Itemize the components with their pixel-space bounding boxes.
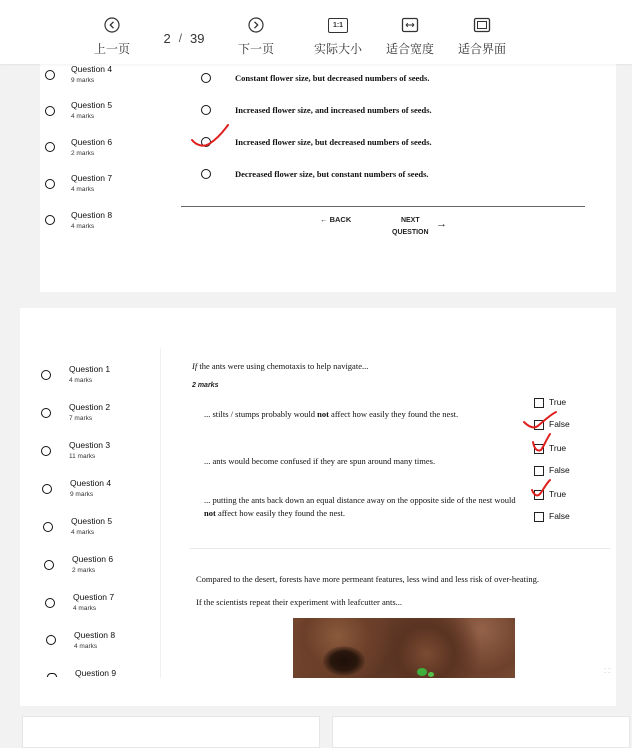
question-list-item[interactable] <box>69 364 110 386</box>
question-prompt-italic: If <box>192 361 198 371</box>
prev-page-button[interactable] <box>94 16 130 57</box>
question-prompt <box>192 360 368 373</box>
false-checkbox[interactable] <box>534 420 544 430</box>
question-radio[interactable] <box>43 522 53 532</box>
red-checkmark-icon <box>190 122 236 152</box>
total-pages: 39 <box>190 30 205 46</box>
question-radio[interactable] <box>44 560 54 570</box>
question-marks: 2 marks <box>71 150 95 157</box>
true-checkbox[interactable] <box>534 398 544 408</box>
fit-width-label: 适合宽度 <box>386 42 435 56</box>
question-prompt-text: the ants were using chemotaxis to help navigate... <box>197 361 369 371</box>
question-title: Question 7 <box>73 592 115 602</box>
answer-option: Decreased flower size, but constant numbers of seeds. <box>235 169 429 179</box>
option-radio[interactable] <box>201 73 211 83</box>
ant-nest-photo <box>293 618 515 678</box>
question-title: Question 4 <box>71 64 113 74</box>
question-marks: 4 marks <box>71 223 95 230</box>
question-marks: 4 marks <box>71 186 95 193</box>
answer-option: Increased flower size, and increased numbers of seeds. <box>235 105 432 115</box>
option-radio[interactable] <box>201 169 211 179</box>
statement-emphasis: not <box>204 508 216 518</box>
statement-text: affect how easily they found the nest. <box>328 409 459 419</box>
question-title: Question 2 <box>69 402 111 412</box>
true-checkbox[interactable] <box>534 444 544 454</box>
statement <box>204 455 524 468</box>
fit-page-label: 适合界面 <box>458 42 507 56</box>
statement-text: ... stilts / stumps probably would <box>204 409 318 419</box>
section-divider <box>190 548 610 549</box>
question-radio[interactable] <box>46 635 56 645</box>
sidebar-divider <box>160 348 161 678</box>
question-list-item[interactable] <box>69 402 110 424</box>
statement <box>204 408 524 421</box>
question-title: Question 3 <box>69 440 111 450</box>
prev-page-label: 上一页 <box>94 42 131 56</box>
question-title: Question 8 <box>74 630 116 640</box>
next-question-button[interactable] <box>392 215 429 239</box>
fit-page-icon <box>473 16 491 34</box>
question-list-item[interactable] <box>72 554 113 576</box>
question-title: Question 7 <box>71 173 113 183</box>
question-marks: 9 marks <box>70 491 94 498</box>
page-separator: / <box>178 31 183 45</box>
next-page-label: 下一页 <box>238 42 275 56</box>
fit-width-icon <box>401 16 419 34</box>
question-radio[interactable] <box>45 598 55 608</box>
actual-size-label: 实际大小 <box>314 42 363 56</box>
question-radio[interactable] <box>45 106 55 116</box>
question-marks: 4 marks <box>69 377 93 384</box>
question-title: Question 6 <box>71 137 113 147</box>
question-radio[interactable] <box>45 215 55 225</box>
chevron-right-circle-icon <box>247 16 265 34</box>
answer-option: Increased flower size, but decreased numbers of seeds. <box>235 137 432 147</box>
question-radio[interactable] <box>41 408 51 418</box>
watermark-glyph: ∷ <box>604 666 611 677</box>
question-list-item[interactable] <box>73 592 114 614</box>
burrow-hole <box>323 646 365 676</box>
true-checkbox[interactable] <box>534 490 544 500</box>
option-radio[interactable] <box>201 105 211 115</box>
question-radio[interactable] <box>47 673 57 677</box>
question-title: Question 8 <box>71 210 113 220</box>
back-button[interactable]: ← BACK <box>320 215 352 224</box>
question-title: Question 6 <box>72 554 114 564</box>
pdf-toolbar <box>0 0 632 64</box>
question-title: Question 5 <box>71 516 113 526</box>
option-radio[interactable] <box>201 137 211 147</box>
false-label: False <box>549 465 570 475</box>
actual-size-icon: 1:1 <box>328 18 348 33</box>
chevron-left-circle-icon <box>103 16 121 34</box>
question-list-item[interactable] <box>74 630 115 652</box>
pdf-page-3-right <box>332 716 630 748</box>
followup-text: If the scientists repeat their experiment with leafcutter ants... <box>196 597 403 607</box>
question-marks: 4 marks <box>74 643 98 650</box>
false-label: False <box>549 419 570 429</box>
leaf-fragment <box>417 668 427 676</box>
current-page-number[interactable]: 2 <box>163 30 171 46</box>
statement <box>204 494 520 520</box>
true-label: True <box>549 489 567 499</box>
question-list-item[interactable] <box>71 210 112 232</box>
pdf-page-3-left <box>22 716 320 748</box>
question-list-item[interactable] <box>71 64 112 86</box>
question-marks: 11 marks <box>69 453 96 460</box>
question-marks: 2 marks <box>72 567 96 574</box>
question-title: Question 9 <box>75 668 117 678</box>
question-marks: 7 marks <box>69 415 93 422</box>
question-list-item[interactable] <box>71 516 112 538</box>
pdf-page-2 <box>20 308 616 706</box>
question-marks: 4 marks <box>71 113 95 120</box>
statement-text: ... ants would become confused if they are spun around many times. <box>204 456 436 466</box>
fit-width-button[interactable] <box>386 16 434 57</box>
leaf-fragment <box>428 672 434 677</box>
question-radio[interactable] <box>42 484 52 494</box>
question-marks: 4 marks <box>73 605 97 612</box>
question-list-clipped-item <box>71 244 113 248</box>
question-radio[interactable] <box>45 70 55 80</box>
statement-emphasis: not <box>317 409 329 419</box>
false-label: False <box>549 511 570 521</box>
false-checkbox[interactable] <box>534 512 544 522</box>
question-list-item[interactable] <box>75 668 116 679</box>
question-title: Question 1 <box>69 364 111 374</box>
answer-option: Constant flower size, but decreased numbers of seeds. <box>235 73 430 83</box>
context-text: Compared to the desert, forests have more permeant features, less wind and less risk of over-heating. <box>196 574 540 584</box>
question-list-item[interactable] <box>69 440 110 462</box>
next-page-button[interactable] <box>238 16 274 57</box>
next-label-line1: NEXT <box>400 217 420 224</box>
page-indicator[interactable] <box>150 24 218 52</box>
statement-text: ... putting the ants back down an equal distance away on the opposite side of the nest would <box>204 495 516 505</box>
question-list-item[interactable] <box>71 100 112 122</box>
question-list-item[interactable] <box>71 173 112 195</box>
question-list-item[interactable] <box>71 137 112 159</box>
question-list-item[interactable] <box>70 478 111 500</box>
question-marks: 9 marks <box>71 77 95 84</box>
marks-label: 2 marks <box>192 382 219 389</box>
fit-page-button[interactable] <box>458 16 506 57</box>
next-label-line2: QUESTION <box>392 229 429 236</box>
arrow-right-icon: → <box>436 218 447 230</box>
question-radio[interactable] <box>45 179 55 189</box>
divider <box>181 206 585 207</box>
question-radio[interactable] <box>45 142 55 152</box>
false-checkbox[interactable] <box>534 466 544 476</box>
question-marks: 4 marks <box>71 529 95 536</box>
question-title: Question 4 <box>70 478 112 488</box>
true-label: True <box>549 397 567 407</box>
question-radio[interactable] <box>41 446 51 456</box>
actual-size-button[interactable] <box>314 16 362 57</box>
question-title: Question 5 <box>71 100 113 110</box>
statement-text: affect how easily they found the nest. <box>215 508 346 518</box>
question-radio[interactable] <box>41 370 51 380</box>
true-label: True <box>549 443 567 453</box>
